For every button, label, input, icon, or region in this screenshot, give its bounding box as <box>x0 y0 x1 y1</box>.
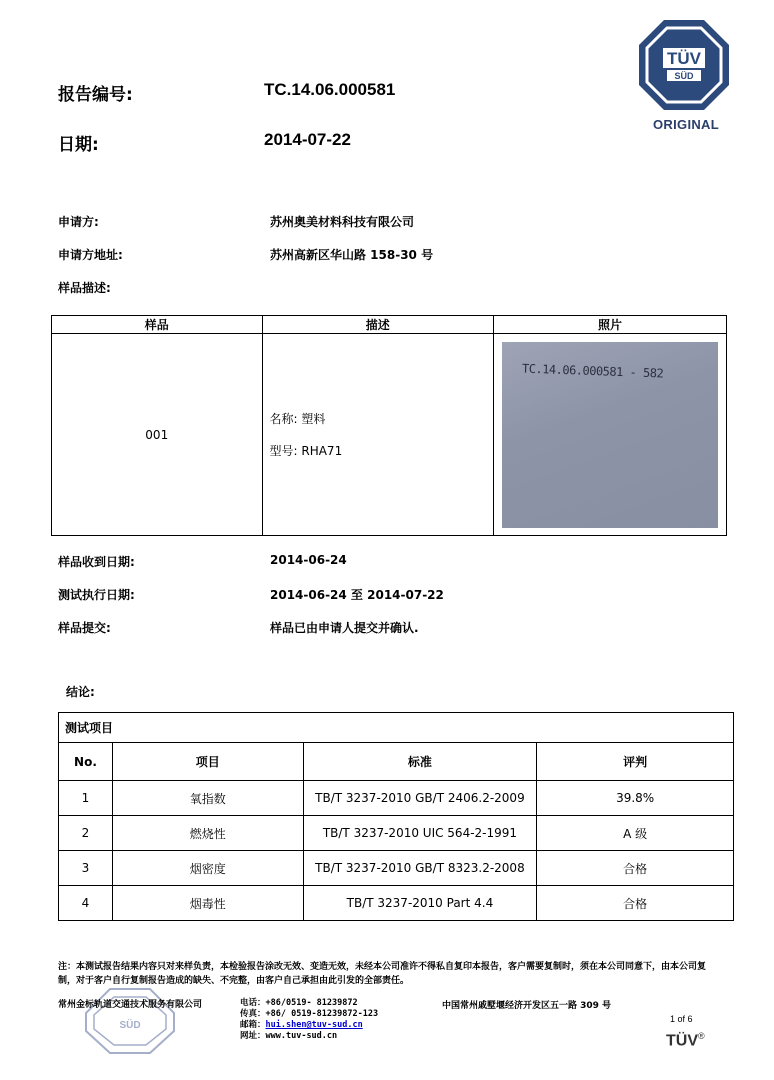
row-result: 合格 <box>537 886 734 921</box>
applicant-address: 苏州高新区华山路 158-30 号 <box>270 248 434 262</box>
received-date-label: 样品收到日期: <box>58 555 135 569</box>
conclusion-table-header <box>59 743 734 781</box>
footer-tuv-mark <box>666 1031 705 1050</box>
test-date-label: 测试执行日期: <box>58 588 135 602</box>
row-standard: TB/T 3237-2010 UIC 564-2-1991 <box>303 816 537 851</box>
sample-model: 型号: RHA71 <box>269 443 343 458</box>
row-item: 氧指数 <box>112 781 303 816</box>
applicant-address-label: 申请方地址: <box>58 248 123 262</box>
footer-email-label: 邮箱： <box>240 1020 266 1030</box>
test-date: 2014-06-24 至 2014-07-22 <box>270 588 444 602</box>
applicant-label: 申请方: <box>58 215 99 229</box>
footer-phone: 电话：+86/0519- 81239872 <box>240 998 358 1008</box>
sample-table <box>51 315 727 536</box>
applicant-name: 苏州奥美材料科技有限公司 <box>270 215 415 229</box>
row-no: 4 <box>59 886 113 921</box>
footer-email-link[interactable]: hui.shen@tuv-sud.cn <box>265 1020 363 1030</box>
conclusion-table-title: 测试项目 <box>59 713 734 743</box>
registered-mark: ® <box>698 1031 705 1041</box>
report-number-label: 报告编号: <box>58 85 133 105</box>
row-no: 3 <box>59 851 113 886</box>
header-sample: 样品 <box>52 316 263 334</box>
footer-disclaimer: 注：本测试报告结果内容只对来样负责，本检验报告涂改无效、变造无效，未经本公司准许不得私自复印本报告，客户需要复制时，须在本公司同意下，由本公司复制，对于客户自行复制报告造成的缺失、不完整，由客户自己承担由此引发的全部责任。 <box>58 962 707 986</box>
table-row <box>52 334 727 536</box>
row-standard: TB/T 3237-2010 GB/T 2406.2-2009 <box>303 781 537 816</box>
footer-contact <box>240 998 378 1042</box>
table-row <box>59 816 734 851</box>
sample-photo-cell <box>494 334 727 536</box>
sample-submission-label: 样品提交: <box>58 621 111 635</box>
row-no: 2 <box>59 816 113 851</box>
footer-website: 网址：www.tuv-sud.cn <box>240 1031 338 1041</box>
report-date: 2014-07-22 <box>264 130 351 149</box>
table-row <box>59 886 734 921</box>
sample-submission: 样品已由申请人提交并确认. <box>270 621 419 635</box>
row-result: 合格 <box>537 851 734 886</box>
header-result: 评判 <box>537 743 734 781</box>
footer-email-line <box>240 1020 378 1031</box>
footer-tuv-brand: TÜV <box>666 1032 698 1050</box>
conclusion-table <box>58 712 734 921</box>
sample-table-header <box>52 316 727 334</box>
sample-description <box>262 334 494 536</box>
footer-address: 中国常州戚墅堰经济开发区五一路 309 号 <box>442 1001 612 1011</box>
header-item: 项目 <box>112 743 303 781</box>
svg-text:SÜD: SÜD <box>674 71 694 81</box>
row-item: 烟毒性 <box>112 886 303 921</box>
date-label: 日期: <box>58 135 99 155</box>
table-row <box>59 781 734 816</box>
received-date: 2014-06-24 <box>270 553 347 567</box>
sample-photo <box>502 342 718 528</box>
logo-original-caption: ORIGINAL <box>653 117 719 132</box>
row-result: A 级 <box>537 816 734 851</box>
sample-name: 名称: 塑料 <box>269 411 326 426</box>
tuv-sud-logo <box>637 18 731 112</box>
conclusion-label: 结论: <box>66 685 95 699</box>
sample-id: 001 <box>52 334 263 536</box>
row-standard: TB/T 3237-2010 GB/T 8323.2-2008 <box>303 851 537 886</box>
footer-fax: 传真：+86/ 0519-81239872-123 <box>240 1009 379 1019</box>
row-standard: TB/T 3237-2010 Part 4.4 <box>303 886 537 921</box>
report-number: TC.14.06.000581 <box>264 80 396 99</box>
header-standard: 标准 <box>303 743 537 781</box>
table-row <box>59 851 734 886</box>
company-stamp <box>82 985 178 1055</box>
svg-text:SÜD: SÜD <box>119 1020 141 1031</box>
sample-description-label: 样品描述: <box>58 281 111 295</box>
row-result: 39.8% <box>537 781 734 816</box>
header-no: No. <box>59 743 113 781</box>
row-item: 燃烧性 <box>112 816 303 851</box>
footer-company: 常州金标轨道交通技术服务有限公司 <box>58 1000 203 1010</box>
svg-text:TÜV: TÜV <box>667 49 701 68</box>
photo-handwriting: TC.14.06.000581 - 582 <box>521 361 664 380</box>
header-photo: 照片 <box>494 316 727 334</box>
row-no: 1 <box>59 781 113 816</box>
header-description: 描述 <box>262 316 494 334</box>
page-number: 1 of 6 <box>670 1014 693 1024</box>
row-item: 烟密度 <box>112 851 303 886</box>
